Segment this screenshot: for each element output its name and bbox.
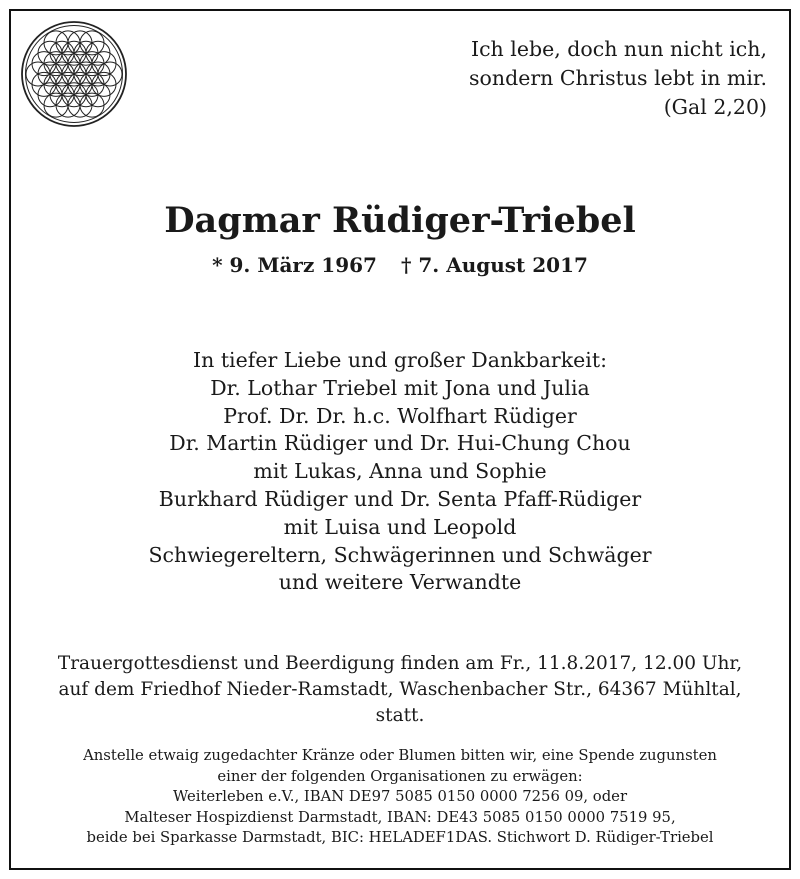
service-line: auf dem Friedhof Nieder-Ramstadt, Waschenbacher Str., 64367 Mühltal,	[58, 679, 742, 700]
donation-line: Malteser Hospizdienst Darmstadt, IBAN: DE43 5085 0150 0000 7519 95,	[124, 808, 676, 826]
flower-of-life-icon	[21, 21, 127, 127]
funeral-service-info	[11, 651, 789, 729]
obituary-notice	[9, 9, 791, 870]
mourner-line: und weitere Verwandte	[278, 570, 522, 595]
service-line: Trauergottesdienst und Beerdigung finden am Fr., 11.8.2017, 12.00 Uhr,	[57, 653, 743, 674]
death-date: † 7. August 2017	[400, 253, 588, 277]
mourner-line: mit Lukas, Anna und Sophie	[253, 459, 547, 484]
quote-reference: (Gal 2,20)	[663, 95, 767, 119]
bible-quote	[469, 35, 767, 122]
service-line: statt.	[375, 705, 425, 726]
deceased-name: Dagmar Rüdiger-Triebel	[164, 200, 636, 241]
mourner-line: Burkhard Rüdiger und Dr. Senta Pfaff-Rüdiger	[158, 486, 642, 511]
mourners-list	[11, 347, 789, 597]
donation-line: beide bei Sparkasse Darmstadt, BIC: HELADEF1DAS. Stichwort D. Rüdiger-Triebel	[86, 829, 714, 846]
mourner-line: Dr. Lothar Triebel mit Jona und Julia	[210, 375, 590, 400]
quote-line: Ich lebe, doch nun nicht ich,	[470, 37, 767, 61]
donation-info	[11, 746, 789, 849]
mourner-line: Schwiegereltern, Schwägerinnen und Schwäger	[148, 542, 652, 567]
mourner-line: mit Luisa und Leopold	[283, 514, 517, 539]
mourners-intro: In tiefer Liebe und großer Dankbarkeit:	[193, 348, 607, 372]
birth-date: * 9. März 1967	[212, 253, 377, 277]
life-dates	[11, 251, 789, 279]
donation-line: einer der folgenden Organisationen zu erwägen:	[217, 767, 583, 785]
mourner-line: Dr. Martin Rüdiger und Dr. Hui-Chung Chou	[169, 431, 631, 456]
donation-line: Anstelle etwaig zugedachter Kränze oder Blumen bitten wir, eine Spende zugunsten	[83, 747, 717, 764]
donation-line: Weiterleben e.V., IBAN DE97 5085 0150 0000 7256 09, oder	[172, 788, 628, 805]
quote-line: sondern Christus lebt in mir.	[469, 66, 767, 90]
mourner-line: Prof. Dr. Dr. h.c. Wolfhart Rüdiger	[223, 403, 577, 428]
